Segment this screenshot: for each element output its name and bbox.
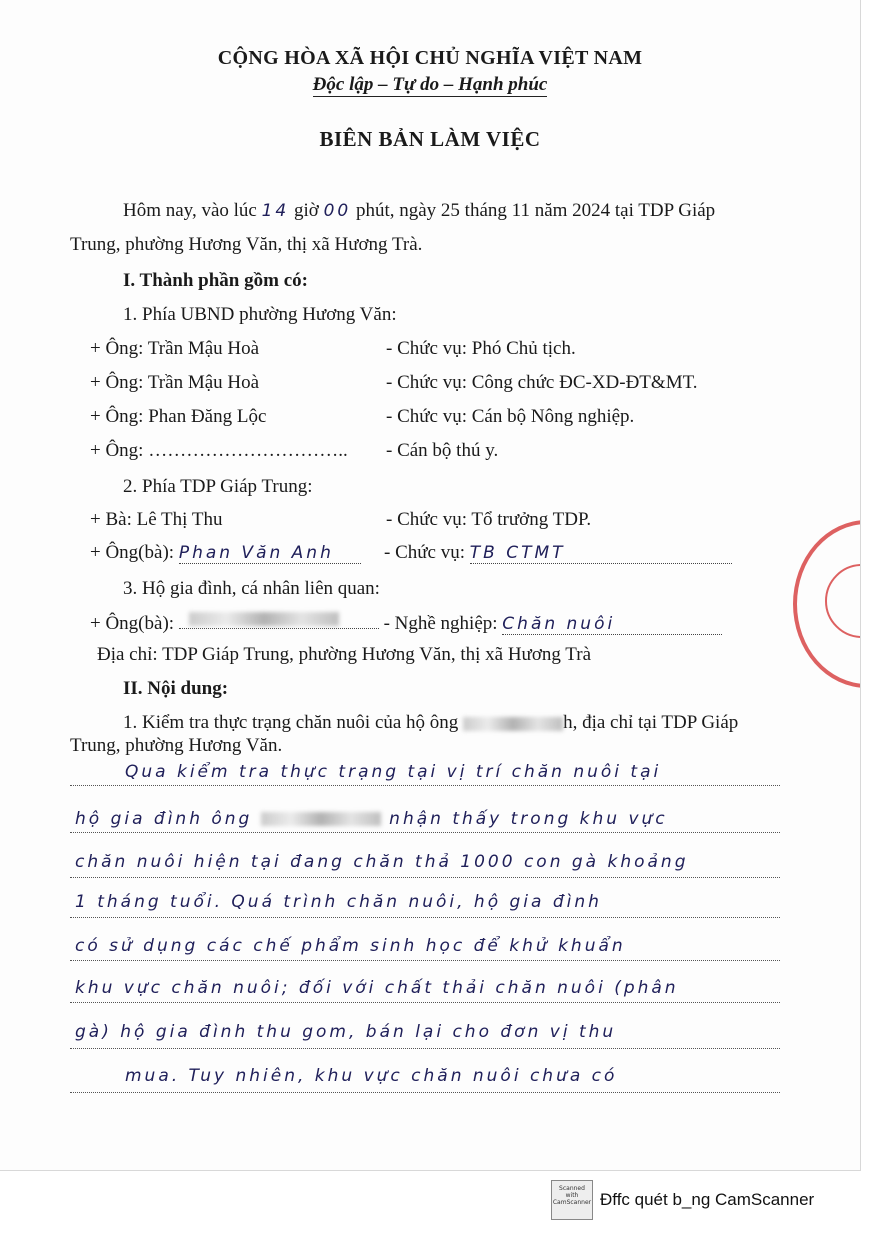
group1-row-2-role: - Chức vụ: Công chức ĐC-XD-ĐT&MT. [386,372,698,393]
group1-title: 1. Phía UBND phường Hương Văn: [123,304,397,325]
hand-line-2-a: hộ gia đình ông [75,809,253,829]
group3-redacted-name [179,610,379,629]
intro-hour: 14 [261,201,290,221]
item1-line-1 [123,712,738,734]
group2-row-2-label: + Ông(bà): [90,542,175,563]
hand-line-1: Qua kiểm tra thực trạng tại vị trí chăn nuôi tại [125,762,662,782]
group2-row-2-role-block: - Chức vụ: TB CTMT [384,542,732,564]
group2-title: 2. Phía TDP Giáp Trung: [123,476,313,497]
intro-text-a: Hôm nay, vào lúc [123,200,257,221]
group1-row-3-name: + Ông: Phan Đăng Lộc [90,406,267,427]
group1-row-3-role: - Chức vụ: Cán bộ Nông nghiệp. [386,406,635,427]
group3-job-hand: Chăn nuôi [502,614,722,635]
nation-heading: CỘNG HÒA XÃ HỘI CHỦ NGHĨA VIỆT NAM [217,47,643,69]
item1-text-a: 1. Kiểm tra thực trạng chăn nuôi của hộ ông [123,712,459,733]
item1-redacted [463,717,563,731]
official-seal-inner [825,564,861,638]
group3-row [90,610,722,635]
group1-row-2-name: + Ông: Trần Mậu Hoà [90,372,260,393]
camscanner-caption: Đffc quét b_ng CamScanner [600,1190,815,1209]
intro-line-2: Trung, phường Hương Văn, thị xã Hương Trà. [70,234,423,255]
group3-label: + Ông(bà): [90,613,175,634]
group1-row-1-name: + Ông: Trần Mậu Hoà [90,338,260,359]
hand-line-4: 1 tháng tuổi. Quá trình chăn nuôi, hộ gia đình [75,892,602,912]
hand-line-7: gà) hộ gia đình thu gom, bán lại cho đơn vị thu [75,1022,617,1042]
hand-line-3: chăn nuôi hiện tại đang chăn thả 1000 con gà khoảng [75,852,689,872]
group1-row-1-role: - Chức vụ: Phó Chủ tịch. [386,338,576,359]
group2-row-1-role: - Chức vụ: Tổ trưởng TDP. [386,509,592,530]
group2-row-2-hand-name: Phan Văn Anh [179,543,361,564]
address-line: Địa chỉ: TDP Giáp Trung, phường Hương Văn, thị xã Hương Trà [97,644,592,665]
hand-line-2 [75,809,668,829]
document-title: BIÊN BẢN LÀM VIỆC [319,127,541,151]
intro-line-1 [123,200,715,222]
group2-row-2 [90,542,361,564]
intro-minute: 00 [323,201,352,221]
official-seal [793,520,861,688]
hand-line-6: khu vực chăn nuôi; đối với chất thải chăn nuôi (phân [75,978,679,998]
hand-line-8: mua. Tuy nhiên, khu vực chăn nuôi chưa có [125,1066,618,1086]
item1-text-b: h, địa chỉ tại TDP Giáp [563,712,739,733]
intro-text-b: giờ [294,200,319,221]
motto [0,74,860,96]
hand-line-5: có sử dụng các chế phẩm sinh học để khử khuẩn [75,936,626,956]
intro-text-c: phút, ngày 25 tháng 11 năm 2024 tại TDP Giáp [355,200,716,221]
group1-row-4-role: - Cán bộ thú y. [386,440,499,461]
hand-line-2-b: nhận thấy trong khu vực [389,809,668,829]
hand-line-2-redacted [261,812,381,826]
item1-line-2: Trung, phường Hương Văn. [70,735,283,756]
group3-title: 3. Hộ gia đình, cá nhân liên quan: [123,578,380,599]
camscanner-logo: Scanned with CamScanner [551,1180,593,1220]
group1-row-4-name: + Ông: ………………………….. [90,440,348,461]
group2-row-1-name: + Bà: Lê Thị Thu [90,509,223,530]
section2-heading: II. Nội dung: [123,678,229,699]
group2-row-2-role-label: Chức vụ: [395,542,466,563]
section1-heading: I. Thành phần gồm có: [123,270,308,291]
group3-job-label: - Nghề nghiệp: [383,613,498,634]
group2-row-2-role-hand: TB CTMT [470,543,732,564]
motto-text: Độc lập – Tự do – Hạnh phúc [312,74,548,95]
